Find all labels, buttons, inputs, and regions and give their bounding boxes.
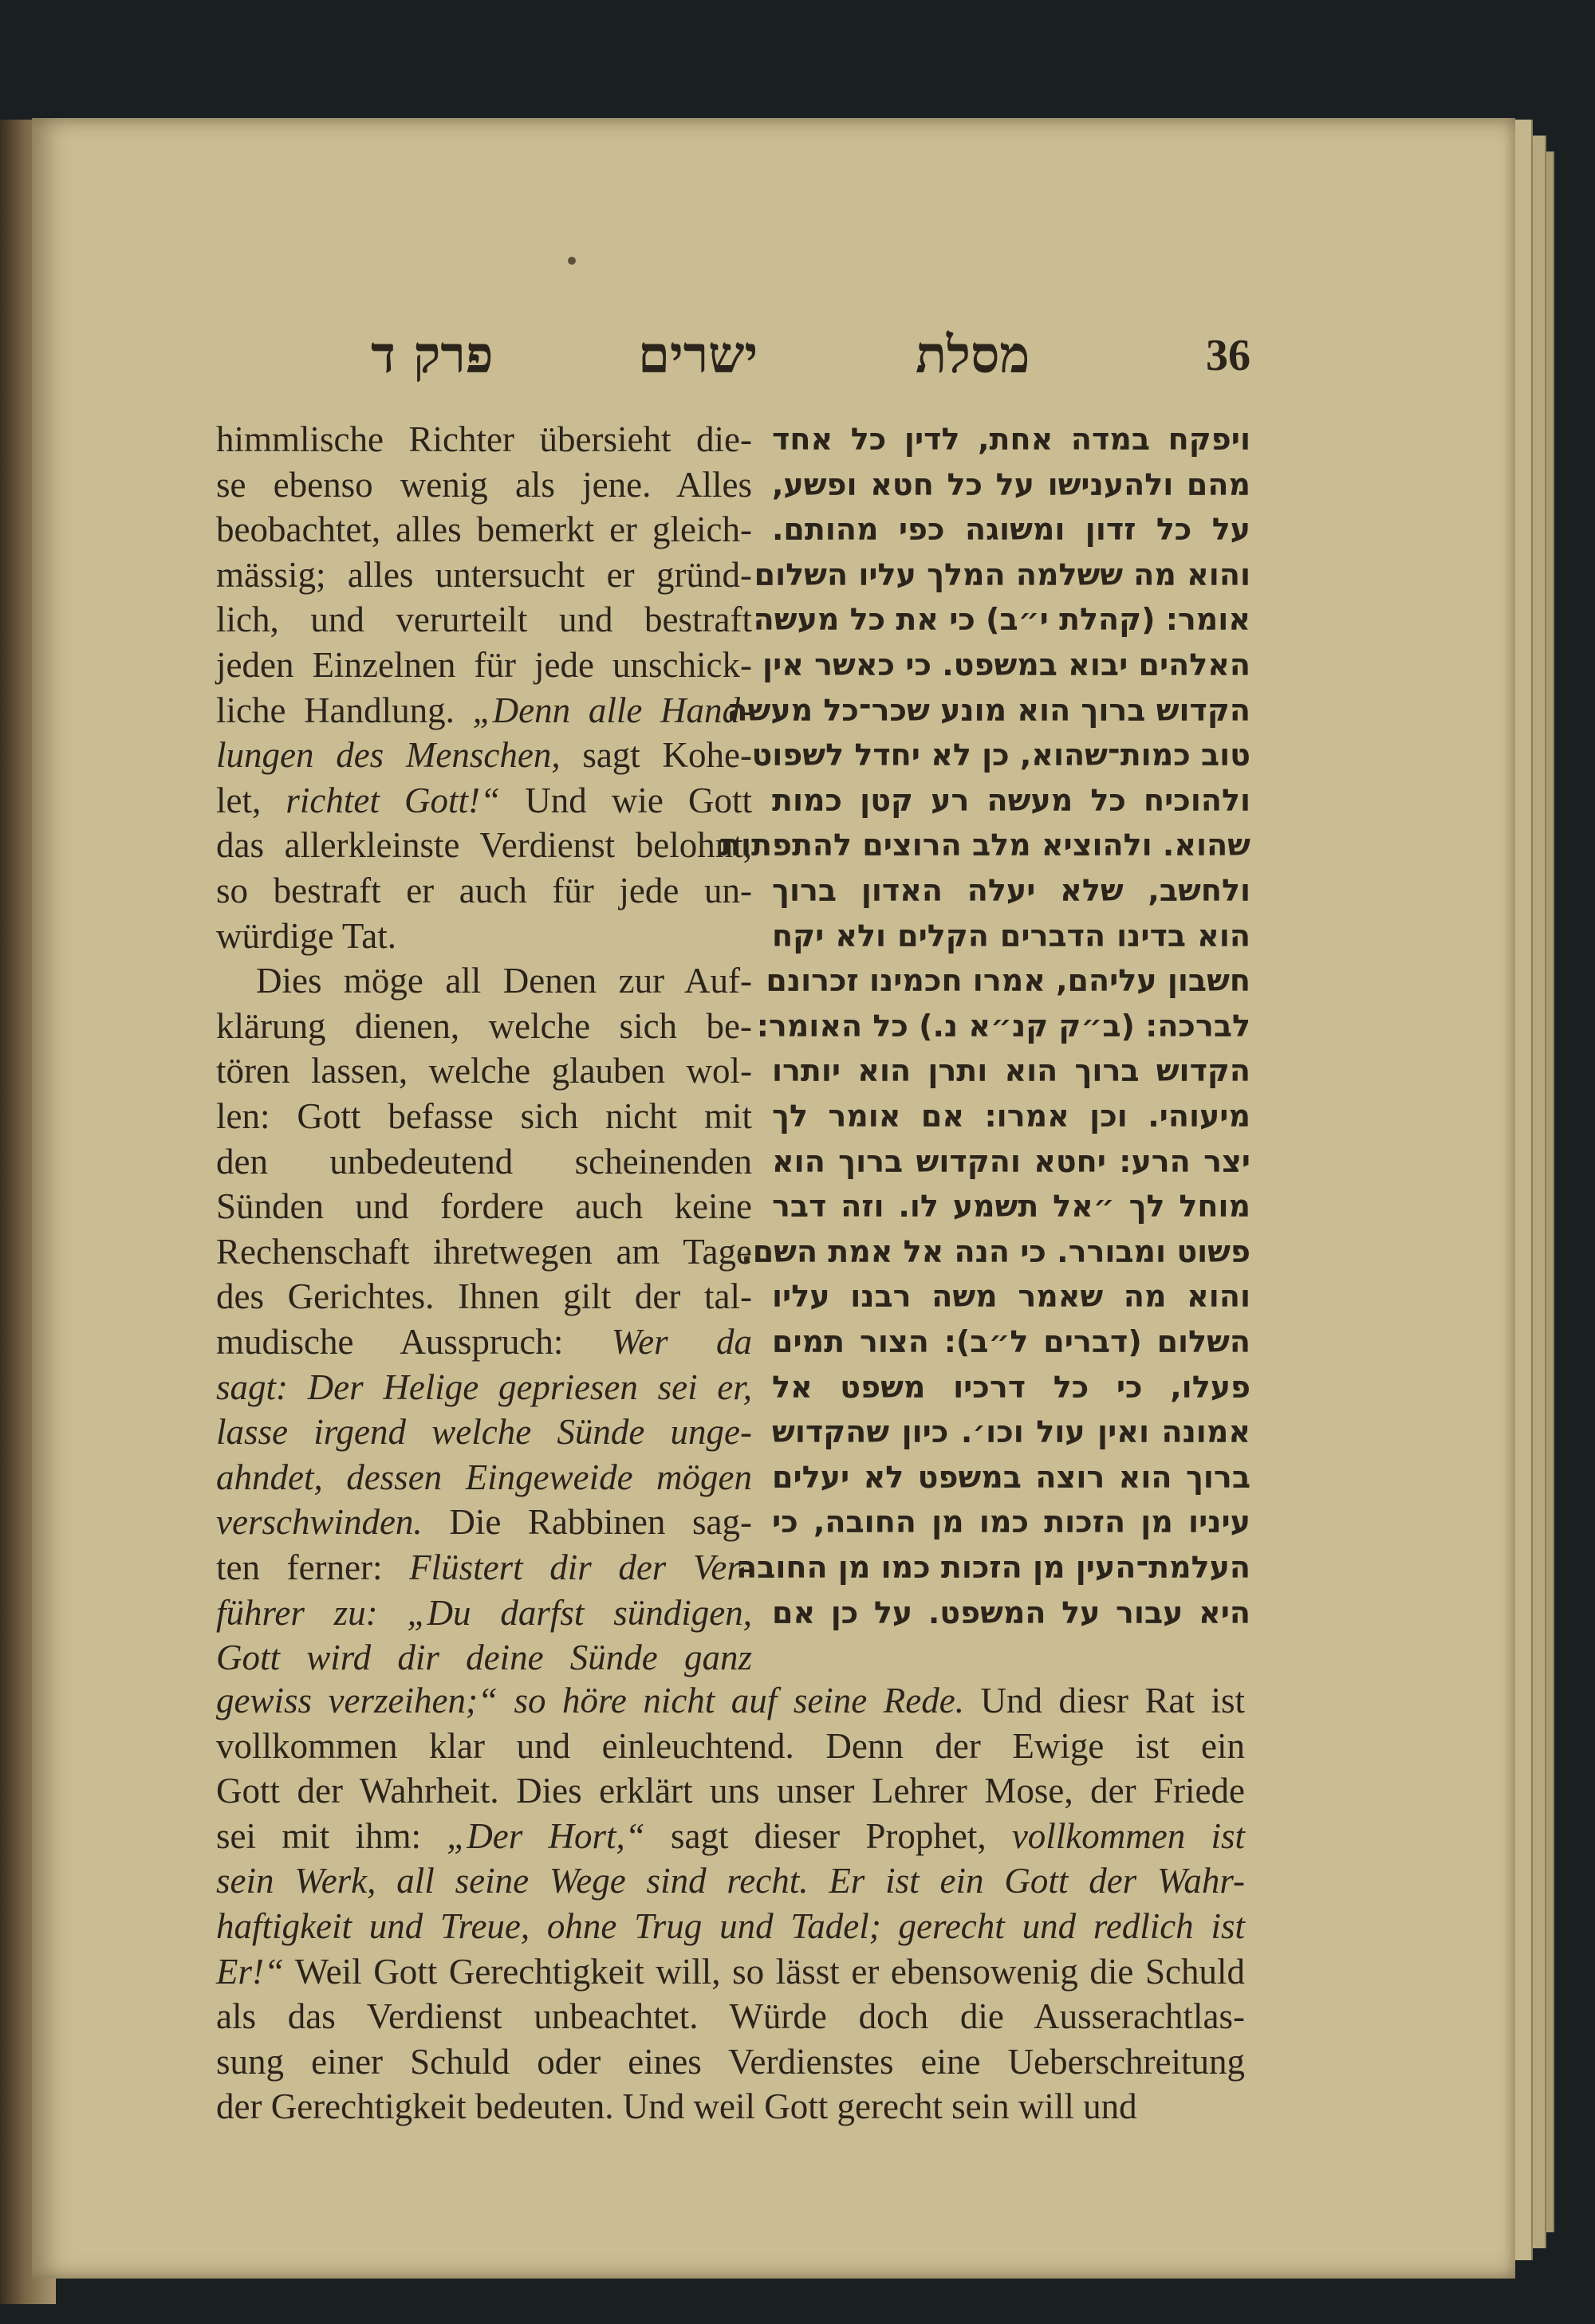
german-column-line: ten ferner: Flüstert dir der Ver- [216, 1547, 752, 1587]
hebrew-column-line: אומר: (קהלת י״ב) כי את כל מעשה [753, 602, 1250, 638]
german-column-line: führer zu: „Du darfst sündigen, [216, 1592, 752, 1633]
hebrew-column-line: מיעוהי. וכן אמרו: אם אומר לך [772, 1099, 1250, 1134]
header-title-word2: ישרים [638, 325, 758, 385]
german-column-line: klärung dienen, welche sich be- [216, 1005, 752, 1046]
hebrew-column-line: על כל זדון ומשוגה כפי מהותם. [772, 512, 1250, 548]
full-width-line: sung einer Schuld oder eines Verdienstes eine Ueberschreitung [216, 2041, 1245, 2082]
running-header [0, 324, 1595, 387]
german-column-line: mudische Ausspruch: Wer da [216, 1322, 753, 1362]
full-width-line: gewiss verzeihen;“ so höre nicht auf seine Rede. Und diesr Rat ist [216, 1681, 1246, 1720]
german-column-line: lasse irgend welche Sünde unge- [216, 1412, 752, 1453]
german-column-line: jeden Einzelnen für jede unschick- [216, 645, 752, 685]
full-width-line: sein Werk, all seine Wege sind recht. Er ist ein Gott der Wahr- [216, 1861, 1245, 1901]
german-column-line: Gott wird dir deine Sünde ganz [216, 1638, 752, 1678]
hebrew-column-line: ולחשב, שלא יעלה האדון ברוך [772, 873, 1250, 908]
hebrew-column-line: היא עבור על המשפט. על כן אם [772, 1595, 1250, 1630]
german-column-line: so bestraft er auch für jede un- [216, 871, 752, 910]
hebrew-column-line: הקדוש ברוך הוא ותרן הוא יותרו [772, 1053, 1250, 1089]
full-width-line: Gott der Wahrheit. Dies erklärt uns unser Lehrer Mose, der Friede [216, 1771, 1245, 1811]
hebrew-column-line: יצר הרע: יחטא והקדוש ברוך הוא [772, 1143, 1250, 1179]
paper-speck [568, 257, 576, 265]
german-column-line: Dies möge all Denen zur Auf- [256, 961, 752, 1001]
hebrew-column-line: שהוא. ולהוציא מלב הרוצים להתפתות [720, 828, 1250, 863]
hebrew-column-line: והוא מה ששלמה המלך עליו השלום [754, 556, 1250, 592]
hebrew-column-line: העלמת־העין מן הזכות כמו מן החובה [736, 1550, 1250, 1585]
german-column-line: würdige Tat. [216, 915, 396, 956]
page-number: 36 [1206, 331, 1250, 380]
german-column-line: Rechenschaft ihretwegen am Tage [216, 1231, 752, 1272]
hebrew-column-line: הקדוש ברוך הוא מונע שכר־כל מעשה [727, 692, 1250, 728]
german-column-line: se ebenso wenig als jene. Alles [216, 464, 752, 505]
hebrew-column-line: אמונה ואין עול וכו׳. כיון שהקדוש [772, 1414, 1250, 1450]
hebrew-column-line: והוא מה שאמר משה רבנו עליו [772, 1279, 1250, 1315]
german-column-line: ahndet, dessen Eingeweide mögen [216, 1457, 752, 1497]
hebrew-column-line: לברכה: (ב״ק קנ״א נ.) כל האומר: [756, 1008, 1250, 1044]
hebrew-column-line: פעלו, כי כל דרכיו משפט אל [772, 1369, 1250, 1405]
hebrew-column-line: השלום (דברים ל״ב): הצור תמים [772, 1324, 1250, 1359]
hebrew-column-line: טוב כמות־שהוא, כן לא יחדל לשפוט [751, 737, 1250, 773]
german-column-line: beobachtet, alles bemerkt er gleich- [216, 509, 752, 550]
german-column-line: verschwinden. Die Rabbinen sag- [216, 1502, 752, 1543]
hebrew-column-line: מהם ולהענישו על כל חטא ופשע, [772, 466, 1250, 502]
german-column-line: Sünden und fordere auch keine [216, 1186, 752, 1227]
german-column-line: lich, und verurteilt und bestraft [216, 600, 752, 640]
full-width-line: vollkommen klar und einleuchtend. Denn der Ewige ist ein [216, 1725, 1245, 1766]
header-title-word1: מסלת [916, 325, 1030, 385]
header-chapter: פרק ד [371, 325, 494, 385]
german-column-line: liche Handlung. „Denn alle Hand- [216, 690, 752, 730]
german-column-line: tören lassen, welche glauben wol- [216, 1051, 752, 1091]
hebrew-column-line: האלהים יבוא במשפט. כי כאשר אין [762, 647, 1250, 682]
hebrew-column-line: עיניו מן הזכות כמו מן החובה, כי [772, 1504, 1250, 1540]
german-column-line: sagt: Der Helige gepriesen sei er, [216, 1366, 752, 1407]
german-column-line: des Gerichtes. Ihnen gilt der tal- [216, 1276, 752, 1317]
full-width-line: haftigkeit und Treue, ohne Trug und Tadel; gerecht und redlich ist [216, 1906, 1245, 1946]
hebrew-column-line: ולהוכיח כל מעשה רע קטן כמות [772, 782, 1250, 818]
full-width-line: der Gerechtigkeit bedeuten. Und weil Gott gerecht sein will und [216, 2086, 1137, 2127]
german-column-line: himmlische Richter übersieht die- [216, 419, 752, 459]
german-column-line: den unbedeutend scheinenden [216, 1141, 752, 1182]
hebrew-column-line: חשבון עליהם, אמרו חכמינו זכרונם [766, 963, 1250, 999]
german-column-line: len: Gott befasse sich nicht mit [216, 1096, 752, 1136]
german-column-line: mässig; alles untersucht er gründ- [216, 554, 752, 595]
hebrew-column-line: מוחל לך ״אל תשמע לו. וזה דבר [772, 1189, 1250, 1225]
hebrew-column-line: ברוך הוא רוצה במשפט לא יעלים [772, 1459, 1250, 1495]
hebrew-column-line: ויפקח במדה אחת, לדין כל אחד [772, 422, 1250, 457]
german-column-line: lungen des Menschen, sagt Kohe- [216, 735, 752, 776]
german-column-line: das allerkleinste Verdienst belohnt, [216, 825, 752, 866]
hebrew-column-line: פשוט ומבורר. כי הנה אל אמת השם. [741, 1233, 1250, 1269]
full-width-line: sei mit ihm: „Der Hort,“ sagt dieser Prophet, vollkommen ist [216, 1815, 1245, 1856]
hebrew-column-line: הוא בדינו הדברים הקלים ולא יקח [772, 918, 1250, 954]
full-width-line: Er!“ Weil Gott Gerechtigkeit will, so lässt er ebensowenig die Schuld [216, 1951, 1245, 1992]
german-column-line: let, richtet Gott!“ Und wie Gott [216, 780, 752, 820]
full-width-line: als das Verdienst unbeachtet. Würde doch die Ausserachtlas- [216, 1996, 1245, 2037]
